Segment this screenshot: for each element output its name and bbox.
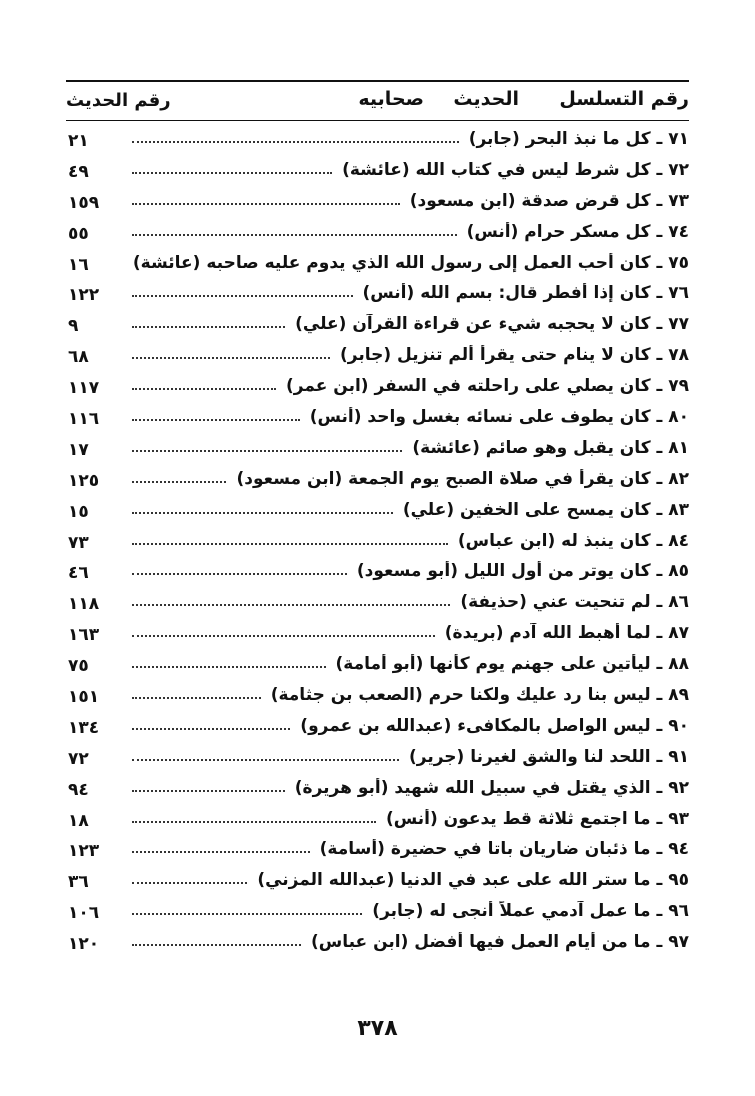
hadith-entry-text: ٧١ ـ كل ما نبذ البحر (جابر) [468,129,689,149]
hadith-number: ٧٢ [68,748,89,769]
list-item [66,157,689,188]
hadith-number: ١٥ [68,501,89,522]
hadith-entry-text: ٨٨ ـ ليأتين على جهنم يوم كأنها (أبو أمامة) [335,654,689,675]
list-item [66,744,689,775]
hadith-number: ١٧ [68,439,89,460]
serial-column-header: رقم التسلسل [559,88,689,110]
hadith-number: ٦٨ [68,347,89,368]
dot-leader [132,357,330,359]
hadith-entry-text: ٩٤ ـ ما ذئبان ضاريان باتا في حضيرة (أسامة) [319,839,689,860]
hadith-number: ١٥٩ [68,192,100,213]
dot-leader [132,295,353,297]
hadith-column-header: الحديث [453,88,519,110]
dot-leader [132,913,362,915]
hadith-index-list [66,126,689,960]
dot-leader [132,882,247,884]
sahabi-column-header: صحابيه [358,88,424,110]
dot-leader [132,821,376,823]
hadith-number: ٩ [68,316,79,337]
list-item [66,651,689,682]
hadith-number: ١٦٣ [68,625,100,646]
hadith-entry-text: ٩٥ ـ ما ستر الله على عبد في الدنيا (عبدالله المزني) [257,870,689,891]
hadith-entry-text: ٩٧ ـ ما من أيام العمل فيها أفضل (ابن عباس) [310,932,689,953]
top-rule [66,80,689,82]
list-item [66,806,689,837]
hadith-number: ١٥١ [68,687,100,708]
list-item [66,280,689,311]
hadith-number: ١٢٢ [68,285,100,306]
dot-leader [132,234,457,236]
list-item [66,404,689,435]
dot-leader [132,512,393,514]
list-item [66,682,689,713]
hadith-number: ١١٨ [68,594,100,615]
dot-leader [132,172,332,174]
hadith-entry-text: ٧٧ ـ كان لا يحجبه شيء عن قراءة القرآن (علي) [295,314,689,335]
dot-leader [132,944,301,946]
hadith-number: ١٨ [68,810,89,831]
dot-leader [132,604,450,606]
hadith-number: ٣٦ [68,872,89,893]
dot-leader [132,481,226,483]
dot-leader [132,666,326,668]
hadith-entry-text: ٨١ ـ كان يقبل وهو صائم (عائشة) [412,437,689,458]
dot-leader [132,203,400,205]
hadith-entry-text: ٨٥ ـ كان يوتر من أول الليل (أبو مسعود) [356,561,689,582]
hadith-number: ١١٦ [68,409,100,430]
dot-leader [132,450,402,452]
hadith-entry-text: ٨٧ ـ لما أهبط الله آدم (بريدة) [444,623,689,644]
list-item [66,466,689,497]
hadith-number: ٥٥ [68,223,89,244]
hadith-entry-text: ٩١ ـ اللحد لنا والشق لغيرنا (جرير) [409,746,689,767]
list-item [66,373,689,404]
list-item [66,620,689,651]
dot-leader [132,141,459,143]
hadith-number: ١١٧ [68,378,100,399]
list-item [66,836,689,867]
hadith-number: ١٢٠ [68,934,100,955]
hadith-entry-text: ٨٦ ـ لم تنحيت عني (حذيفة) [460,592,689,613]
hadith-number: ٤٩ [68,161,89,182]
list-item [66,435,689,466]
hadith-entry-text: ٧٩ ـ كان يصلي على راحلته في السفر (ابن عمر) [286,376,689,397]
hadith-number: ٢١ [68,131,89,151]
hadith-entry-text: ٧٢ ـ كل شرط ليس في كتاب الله (عائشة) [342,159,689,180]
list-item [66,126,689,157]
list-item [66,558,689,589]
list-item [66,775,689,806]
list-item [66,188,689,219]
hadith-entry-text: ٧٤ ـ كل مسكر حرام (أنس) [466,221,689,242]
hadith-entry-text: ٨٢ ـ كان يقرأ في صلاة الصبح يوم الجمعة (ابن مسعود) [236,468,689,489]
hadith-number: ١٠٦ [68,903,100,924]
dot-leader [132,388,276,390]
hadith-entry-text: ٨٠ ـ كان يطوف على نسائه بغسل واحد (أنس) [309,407,689,428]
hadith-entry-text: ٧٥ ـ كان أحب العمل إلى رسول الله الذي يدوم عليه صاحبه (عائشة) [132,252,689,273]
list-item [66,713,689,744]
hadith-number: ٧٥ [68,656,89,677]
hadith-entry-text: ٨٩ ـ ليس بنا رد عليك ولكنا حرم (الصعب بن جثامة) [270,685,689,706]
list-item [66,219,689,250]
list-item [66,342,689,373]
hadith-number: ٧٣ [68,532,89,553]
hadith-entry-text: ٨٣ ـ كان يمسح على الخفين (علي) [402,499,689,520]
list-item [66,497,689,528]
hadith-number: ١٢٣ [68,841,100,862]
page-number: ٣٧٨ [357,1016,398,1041]
dot-leader [132,851,310,853]
dot-leader [132,543,448,545]
hadith-entry-text: ٩٢ ـ الذي يقتل في سبيل الله شهيد (أبو هريرة) [294,777,689,798]
dot-leader [132,759,399,761]
hadith-entry-text: ٨٤ ـ كان ينبذ له (ابن عباس) [457,530,689,551]
hadith-entry-text: ٧٦ ـ كان إذا أفطر قال: بسم الله (أنس) [362,283,689,304]
dot-leader [132,728,290,730]
hadith-entry-text: ٩٠ ـ ليس الواصل بالمكافىء (عبدالله بن عمرو) [300,715,689,736]
dot-leader [132,790,285,792]
hadith-entry-text: ٧٣ ـ كل قرض صدقة (ابن مسعود) [409,190,689,211]
dot-leader [132,635,435,637]
hadith-number-column-header: رقم الحديث [66,90,171,111]
dot-leader [132,419,300,421]
hadith-number: ١٣٤ [68,717,100,738]
hadith-entry-text: ٩٦ ـ ما عمل آدمي عملاً أنجى له (جابر) [372,901,689,922]
list-item [66,528,689,559]
hadith-entry-text: ٧٨ ـ كان لا ينام حتى يقرأ ألم تنزيل (جابر) [340,345,689,366]
hadith-number: ١٦ [68,254,89,275]
list-item [66,589,689,620]
dot-leader [132,697,261,699]
hadith-number: ٩٤ [68,779,89,800]
hadith-number: ٤٦ [68,563,89,584]
table-header [66,84,689,116]
list-item [66,250,689,281]
list-item [66,867,689,898]
list-item [66,898,689,929]
header-rule [66,120,689,121]
dot-leader [132,326,285,328]
hadith-number: ١٢٥ [68,470,100,491]
hadith-entry-text: ٩٣ ـ ما اجتمع ثلاثة قط يدعون (أنس) [385,808,689,829]
dot-leader [132,573,347,575]
list-item [66,929,689,960]
list-item [66,311,689,342]
